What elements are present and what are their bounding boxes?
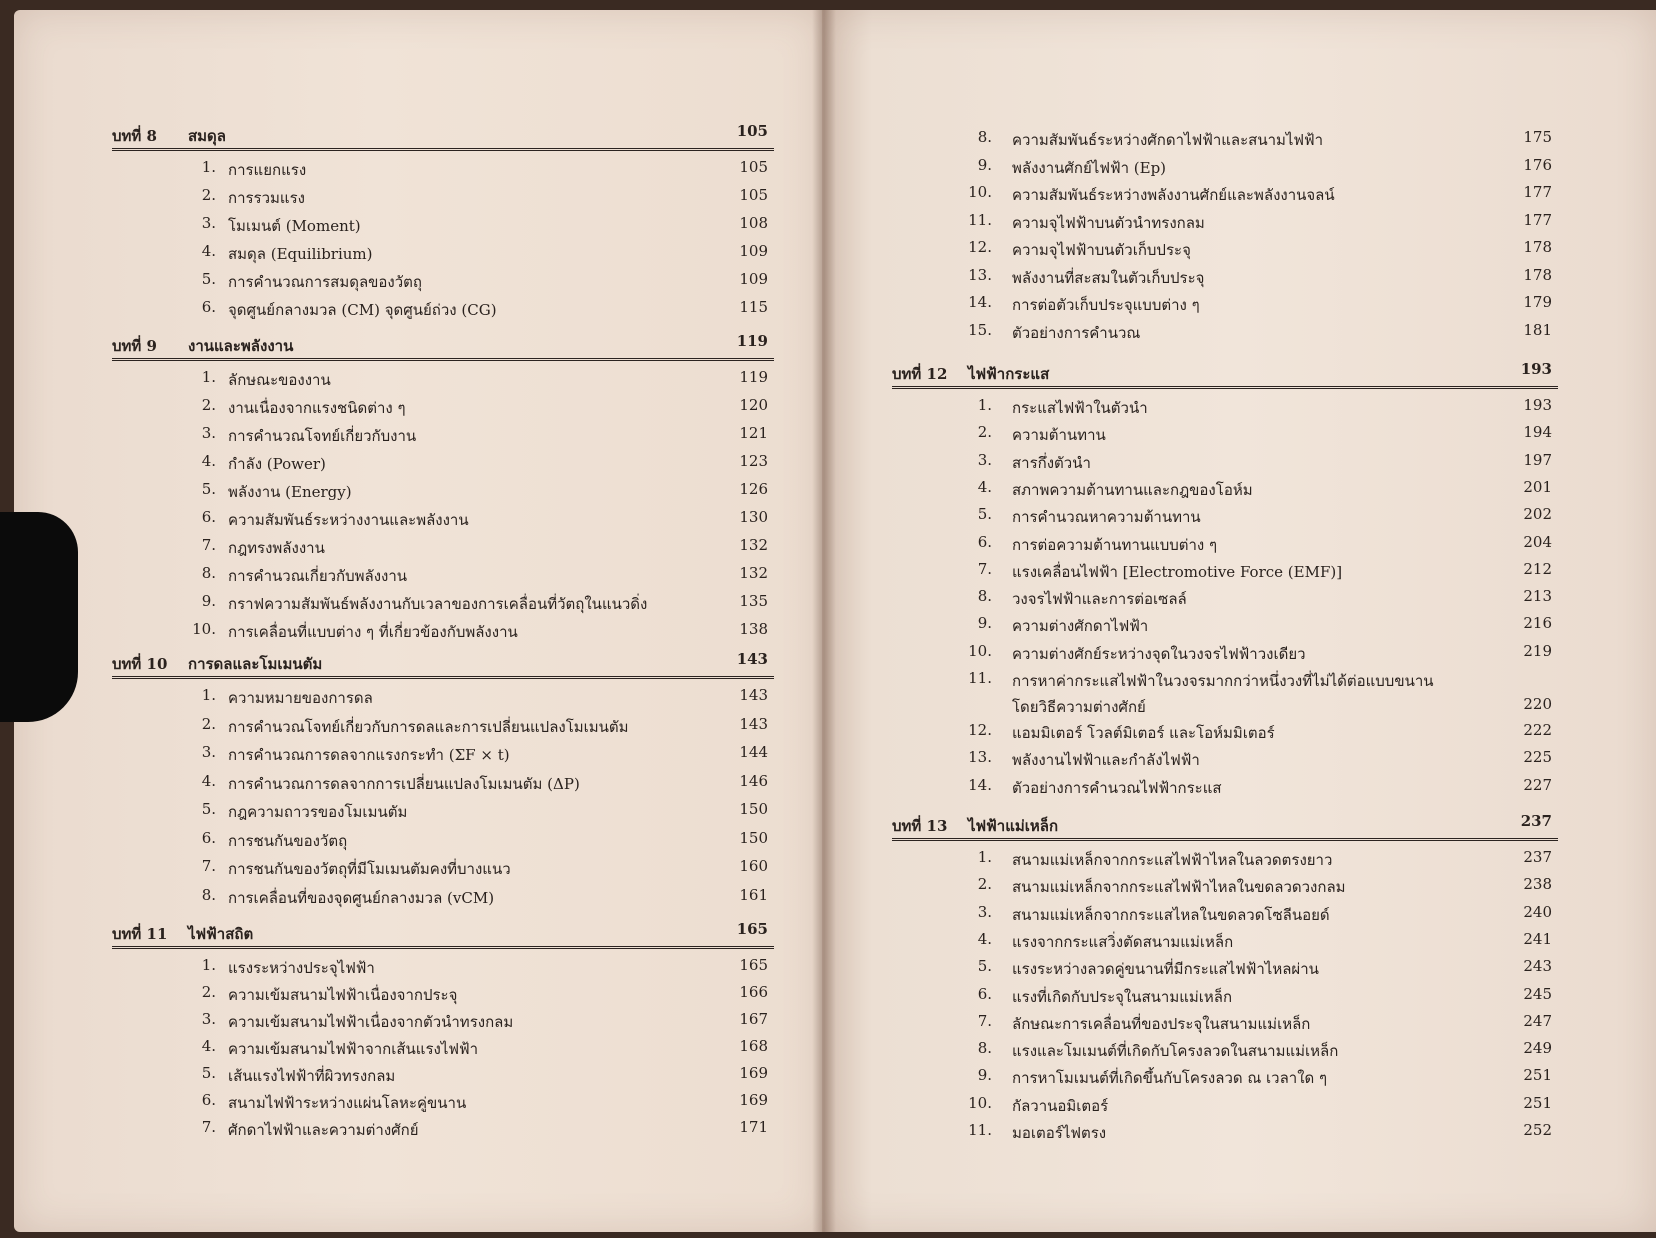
entry-number: 8.: [201, 564, 216, 582]
entry-page: 150: [739, 800, 768, 818]
entry-title: ความหมายของการดล: [228, 689, 373, 707]
entry-number: 10.: [968, 183, 992, 201]
entry-number: 5.: [977, 505, 992, 524]
entry-number: 5.: [201, 800, 216, 818]
toc-entry: [898, 1094, 1558, 1118]
entry-page: 144: [739, 743, 768, 761]
toc-entry: [898, 614, 1558, 638]
toc-entry: [898, 669, 1558, 693]
entry-title: การคำนวณการสมดุลของวัตถุ: [228, 273, 422, 291]
entry-number: 2.: [201, 186, 216, 204]
entry-title: ความสัมพันธ์ระหว่างงานและพลังงาน: [228, 511, 469, 529]
entry-page: 251: [1523, 1093, 1552, 1112]
entry-title: การแยกแรง: [228, 161, 307, 179]
entry-title: การหาโมเมนต์ที่เกิดขึ้นกับโครงลวด ณ เวลาใด ๆ: [1012, 1069, 1328, 1088]
toc-entry: [118, 743, 774, 767]
entry-page: 169: [739, 1091, 768, 1109]
entry-title: พลังงานที่สะสมในตัวเก็บประจุ: [1012, 268, 1205, 287]
entry-title: ความจุไฟฟ้าบนตัวนำทรงกลม: [1012, 213, 1205, 232]
entry-page: 178: [1523, 238, 1552, 256]
entry-title: ความจุไฟฟ้าบนตัวเก็บประจุ: [1012, 241, 1191, 259]
book-gutter: [812, 10, 836, 1232]
entry-title: ความต่างศักย์ระหว่างจุดในวงจรไฟฟ้าวงเดียว: [1012, 644, 1306, 663]
toc-entry: [118, 886, 774, 910]
entry-title: ความต้านทาน: [1012, 426, 1106, 445]
entry-title: สภาพความต้านทานและกฎของโอห์ม: [1012, 480, 1253, 499]
toc-entry: [118, 1064, 774, 1088]
toc-entry: [898, 238, 1558, 262]
entry-title: ความสัมพันธ์ระหว่างศักดาไฟฟ้าและสนามไฟฟ้า: [1012, 131, 1324, 149]
entry-page: 227: [1523, 775, 1552, 794]
entry-page: 166: [739, 983, 768, 1001]
toc-entry: [118, 214, 774, 238]
entry-number: 6.: [201, 298, 216, 316]
entry-number: 5.: [977, 957, 992, 976]
toc-entry: [898, 642, 1558, 666]
entry-title: งานเนื่องจากแรงชนิดต่าง ๆ: [228, 399, 406, 417]
entry-title: ความเข้มสนามไฟฟ้าจากเส้นแรงไฟฟ้า: [228, 1040, 479, 1058]
entry-page: 132: [739, 564, 768, 582]
chapter-title: ไฟฟ้าสถิต: [188, 925, 254, 943]
entry-number: 11.: [968, 210, 992, 229]
toc-entry: [898, 560, 1558, 584]
chapter-number: บทที่ 9: [112, 337, 157, 355]
entry-page: 132: [739, 536, 768, 554]
binder-clip: [0, 512, 78, 722]
toc-entry: [118, 1010, 774, 1034]
entry-number: 2.: [201, 396, 216, 414]
entry-page: 177: [1523, 183, 1552, 201]
entry-number: 2.: [977, 875, 992, 894]
entry-number: 3.: [201, 743, 216, 761]
entry-number: 9.: [201, 592, 216, 610]
entry-title: กราฟความสัมพันธ์พลังงานกับเวลาของการเคลื่อนที่วัตถุในแนวดิ่ง: [228, 595, 648, 613]
entry-title: การคำนวณการดลจากการเปลี่ยนแปลงโมเมนตัม (ΔP): [228, 774, 580, 793]
entry-title: พลังงานไฟฟ้าและกำลังไฟฟ้า: [1012, 751, 1200, 770]
entry-page: 146: [739, 771, 768, 790]
entry-number: 14.: [968, 293, 992, 311]
entry-page: 119: [739, 368, 768, 386]
entry-page: 175: [1523, 128, 1552, 146]
entry-title: การต่อความต้านทานแบบต่าง ๆ: [1012, 535, 1218, 554]
entry-number: 8.: [977, 1039, 992, 1058]
entry-page: 252: [1523, 1121, 1552, 1139]
entry-number: 2.: [201, 714, 216, 733]
entry-title: กัลวานอมิเตอร์: [1012, 1096, 1109, 1115]
toc-entry: [898, 848, 1558, 872]
entry-title: แรงระหว่างลวดคู่ขนานที่มีกระแสไฟฟ้าไหลผ่าน: [1012, 960, 1319, 979]
toc-entry: [118, 368, 774, 392]
entry-number: 3.: [977, 450, 992, 469]
entry-title: ตัวอย่างการคำนวณ: [1012, 323, 1141, 342]
entry-page: 150: [739, 828, 768, 847]
toc-entry: [898, 321, 1558, 345]
chapter-page: 193: [1520, 360, 1552, 378]
entry-title: กฎทรงพลังงาน: [228, 539, 325, 557]
chapter-title: ไฟฟ้ากระแส: [968, 365, 1050, 383]
toc-entry: [898, 293, 1558, 317]
toc-entry: [118, 242, 774, 266]
entry-number: 13.: [968, 265, 992, 284]
entry-title: สารกึ่งตัวนำ: [1012, 453, 1091, 472]
chapter-heading: [112, 918, 774, 949]
entry-number: 4.: [201, 1037, 216, 1055]
entry-title: โมเมนต์ (Moment): [228, 217, 361, 235]
entry-page: 240: [1523, 902, 1552, 921]
entry-page: 126: [739, 480, 768, 498]
chapter-page: 119: [736, 332, 768, 350]
toc-entry: [118, 1091, 774, 1115]
entry-number: 8.: [977, 587, 992, 606]
entry-number: 6.: [977, 984, 992, 1003]
entry-page: 109: [739, 270, 768, 288]
entry-page: 238: [1523, 875, 1552, 894]
entry-page: 219: [1523, 641, 1552, 660]
entry-number: 12.: [968, 721, 992, 739]
entry-title: การคำนวณโจทย์เกี่ยวกับงาน: [228, 427, 417, 445]
entry-title: แรงระหว่างประจุไฟฟ้า: [228, 959, 375, 977]
entry-page: 220: [1523, 695, 1552, 713]
entry-page: 176: [1523, 155, 1552, 174]
entry-number: 11.: [968, 1121, 992, 1139]
entry-title: การรวมแรง: [228, 189, 305, 207]
entry-number: 9.: [977, 1066, 992, 1085]
entry-title: เส้นแรงไฟฟ้าที่ผิวทรงกลม: [228, 1067, 396, 1085]
toc-entry: [898, 266, 1558, 290]
toc-entry: [118, 298, 774, 322]
entry-title: จุดศูนย์กลางมวล (CM) จุดศูนย์ถ่วง (CG): [228, 301, 497, 319]
toc-entry: [118, 800, 774, 824]
toc-entry: [118, 592, 774, 616]
entry-number: 6.: [201, 828, 216, 847]
entry-page: 123: [739, 452, 768, 470]
chapter-number: บทที่ 10: [112, 655, 168, 673]
chapter-heading: [112, 330, 774, 361]
entry-page: 105: [739, 186, 768, 204]
chapter-number: บทที่ 12: [892, 365, 948, 383]
toc-entry: [118, 620, 774, 644]
entry-number: 1.: [201, 368, 216, 386]
entry-number: 2.: [201, 983, 216, 1001]
entry-title: การคำนวณเกี่ยวกับพลังงาน: [228, 567, 408, 585]
entry-page: 120: [739, 396, 768, 414]
entry-page: 138: [739, 620, 768, 638]
entry-page: 105: [739, 158, 768, 176]
entry-number: 1.: [201, 158, 216, 176]
entry-number: 3.: [201, 214, 216, 232]
toc-entry: [118, 536, 774, 560]
toc-entry: [118, 829, 774, 853]
entry-page: 181: [1523, 320, 1552, 339]
entry-title: การต่อตัวเก็บประจุแบบต่าง ๆ: [1012, 296, 1200, 314]
toc-entry: [898, 776, 1558, 800]
entry-title: ลักษณะการเคลื่อนที่ของประจุในสนามแม่เหล็ก: [1012, 1014, 1311, 1033]
entry-title: กระแสไฟฟ้าในตัวนำ: [1012, 399, 1148, 417]
toc-entry: [118, 508, 774, 532]
entry-number: 6.: [977, 532, 992, 551]
entry-number: 8.: [201, 885, 216, 904]
chapter-title: งานและพลังงาน: [188, 337, 294, 355]
chapter-page: 105: [736, 122, 768, 140]
entry-page: 247: [1523, 1011, 1552, 1030]
entry-page: 121: [739, 424, 768, 442]
entry-number: 9.: [977, 614, 992, 633]
toc-entry: [118, 424, 774, 448]
entry-title: ความต่างศักดาไฟฟ้า: [1012, 617, 1149, 636]
entry-title: การหาค่ากระแสไฟฟ้าในวงจรมากกว่าหนึ่งวงที่ไม่ได้ต่อแบบขนาน: [1012, 672, 1434, 690]
entry-number: 3.: [977, 902, 992, 921]
toc-entry: [898, 985, 1558, 1009]
entry-number: 7.: [201, 536, 216, 554]
entry-title: มอเตอร์ไฟตรง: [1012, 1124, 1107, 1142]
entry-title: แรงและโมเมนต์ที่เกิดกับโครงลวดในสนามแม่เหล็ก: [1012, 1042, 1339, 1061]
entry-number: 6.: [201, 508, 216, 526]
entry-page: 171: [739, 1118, 768, 1136]
entry-title: การเคลื่อนที่แบบต่าง ๆ ที่เกี่ยวข้องกับพลังงาน: [228, 623, 518, 641]
entry-page: 135: [739, 592, 768, 610]
toc-entry: [898, 748, 1558, 772]
chapter-heading: [112, 648, 774, 679]
entry-number: 11.: [968, 669, 992, 687]
toc-entry: [118, 480, 774, 504]
toc-entry: [118, 158, 774, 182]
entry-number: 6.: [201, 1091, 216, 1109]
chapter-number: บทที่ 13: [892, 817, 948, 835]
toc-entry: [118, 270, 774, 294]
entry-number: 10.: [968, 1093, 992, 1112]
entry-title: สนามแม่เหล็กจากกระแสไหลในขดลวดโซลีนอยด์: [1012, 905, 1330, 924]
toc-entry: [898, 423, 1558, 447]
chapter-heading: [892, 810, 1558, 841]
entry-page: 241: [1523, 929, 1552, 948]
entry-page: 222: [1523, 721, 1552, 739]
entry-number: 3.: [201, 424, 216, 442]
entry-page: 202: [1523, 505, 1552, 524]
entry-page: 251: [1523, 1066, 1552, 1085]
chapter-title: ไฟฟ้าแม่เหล็ก: [968, 817, 1059, 835]
toc-entry: [118, 564, 774, 588]
toc-entry: [898, 1066, 1558, 1090]
chapter-number: บทที่ 11: [112, 925, 168, 943]
entry-title: ความเข้มสนามไฟฟ้าเนื่องจากประจุ: [228, 986, 458, 1004]
entry-number: 1.: [201, 686, 216, 704]
toc-entry: [898, 721, 1558, 745]
entry-page: 109: [739, 242, 768, 260]
toc-entry: [118, 186, 774, 210]
chapter-title: การดลและโมเมนตัม: [188, 655, 323, 673]
toc-entry: [118, 686, 774, 710]
toc-entry: [898, 183, 1558, 207]
toc-entry: [118, 983, 774, 1007]
entry-number: 1.: [977, 396, 992, 414]
entry-page: 212: [1523, 559, 1552, 578]
entry-page: 169: [739, 1064, 768, 1082]
chapter-heading: [112, 120, 774, 151]
entry-number: 7.: [201, 857, 216, 875]
entry-number: 13.: [968, 748, 992, 767]
toc-entry: [898, 396, 1558, 420]
toc-entry: [898, 128, 1558, 152]
entry-title: การคำนวณโจทย์เกี่ยวกับการดลและการเปลี่ยนแปลงโมเมนตัม: [228, 717, 629, 736]
entry-title: ศักดาไฟฟ้าและความต่างศักย์: [228, 1121, 419, 1139]
entry-title: วงจรไฟฟ้าและการต่อเซลล์: [1012, 590, 1187, 609]
toc-entry: [118, 715, 774, 739]
entry-page: 249: [1523, 1039, 1552, 1058]
entry-number: 9.: [977, 155, 992, 174]
toc-entry: [898, 211, 1558, 235]
toc-entry: [898, 505, 1558, 529]
entry-page: 225: [1523, 748, 1552, 767]
toc-entry: [118, 956, 774, 980]
entry-number: 8.: [977, 128, 992, 146]
entry-page: 143: [739, 686, 768, 704]
entry-page: 178: [1523, 265, 1552, 284]
entry-title: สนามแม่เหล็กจากกระแสไฟฟ้าไหลในขดลวดวงกลม: [1012, 878, 1346, 897]
entry-number: 4.: [201, 452, 216, 470]
entry-page: 237: [1523, 848, 1552, 866]
toc-entry: [898, 1121, 1558, 1145]
entry-page: 115: [739, 298, 768, 316]
entry-page: 108: [739, 214, 768, 232]
entry-title: การคำนวณการดลจากแรงกระทำ (ΣF × t): [228, 746, 510, 764]
entry-page: 201: [1523, 477, 1552, 496]
entry-title: สมดุล (Equilibrium): [228, 245, 373, 263]
entry-number: 4.: [201, 242, 216, 260]
entry-page: 204: [1523, 532, 1552, 551]
entry-number: 4.: [201, 771, 216, 790]
entry-page: 177: [1523, 210, 1552, 229]
entry-number: 4.: [977, 477, 992, 496]
entry-title: สนามแม่เหล็กจากกระแสไฟฟ้าไหลในลวดตรงยาว: [1012, 851, 1333, 869]
entry-page: 143: [739, 714, 768, 733]
entry-title: การเคลื่อนที่ของจุดศูนย์กลางมวล (vCM): [228, 888, 495, 907]
entry-page: 194: [1523, 423, 1552, 442]
entry-number: 3.: [201, 1010, 216, 1028]
entry-title: แรงจากกระแสวิ่งตัดสนามแม่เหล็ก: [1012, 932, 1234, 951]
entry-number: 12.: [968, 238, 992, 256]
chapter-heading: [892, 358, 1558, 389]
entry-number: 10.: [192, 620, 216, 638]
entry-title: ความเข้มสนามไฟฟ้าเนื่องจากตัวนำทรงกลม: [228, 1013, 514, 1031]
entry-number: 5.: [201, 1064, 216, 1082]
toc-entry: [118, 1118, 774, 1142]
entry-title: กำลัง (Power): [228, 455, 326, 473]
toc-entry: [898, 533, 1558, 557]
entry-title: แรงที่เกิดกับประจุในสนามแม่เหล็ก: [1012, 987, 1233, 1006]
toc-entry: [118, 772, 774, 796]
toc-entry: [118, 857, 774, 881]
entry-page: 161: [739, 885, 768, 904]
toc-entry-continuation: [898, 695, 1558, 719]
chapter-title: สมดุล: [188, 127, 226, 145]
entry-title: ลักษณะของงาน: [228, 371, 331, 389]
toc-entry: [898, 1039, 1558, 1063]
entry-number: 7.: [977, 1011, 992, 1030]
toc-entry: [118, 396, 774, 420]
entry-page: 216: [1523, 614, 1552, 633]
entry-page: 243: [1523, 957, 1552, 976]
chapter-number: บทที่ 8: [112, 127, 157, 145]
toc-entry: [898, 451, 1558, 475]
toc-entry: [898, 957, 1558, 981]
entry-page: 160: [739, 857, 768, 875]
entry-page: 245: [1523, 984, 1552, 1003]
chapter-page: 237: [1520, 812, 1552, 830]
entry-title: ความสัมพันธ์ระหว่างพลังงานศักย์และพลังงานจลน์: [1012, 186, 1335, 204]
toc-entry: [118, 1037, 774, 1061]
entry-number: 1.: [201, 956, 216, 974]
entry-number: 14.: [968, 775, 992, 794]
entry-page: 168: [739, 1037, 768, 1055]
entry-title: การชนกันของวัตถุ: [228, 831, 348, 850]
toc-entry: [898, 478, 1558, 502]
entry-number: 10.: [968, 641, 992, 660]
toc-entry: [898, 930, 1558, 954]
entry-page: 130: [739, 508, 768, 526]
toc-entry: [898, 587, 1558, 611]
entry-title: แรงเคลื่อนไฟฟ้า [Electromotive Force (EMF)]: [1012, 562, 1343, 581]
toc-entry: [898, 903, 1558, 927]
entry-page: 197: [1523, 450, 1552, 469]
toc-entry: [898, 156, 1558, 180]
entry-title: ตัวอย่างการคำนวณไฟฟ้ากระแส: [1012, 778, 1222, 797]
entry-title: กฎความถาวรของโมเมนตัม: [228, 803, 408, 821]
entry-page: 213: [1523, 587, 1552, 606]
entry-page: 165: [739, 956, 768, 974]
entry-number: 1.: [977, 848, 992, 866]
entry-number: 4.: [977, 929, 992, 948]
entry-title: การชนกันของวัตถุที่มีโมเมนตัมคงที่บางแนว: [228, 860, 511, 878]
toc-entry: [898, 875, 1558, 899]
entry-title: พลังงาน (Energy): [228, 483, 352, 501]
entry-title: สนามไฟฟ้าระหว่างแผ่นโลหะคู่ขนาน: [228, 1094, 467, 1112]
entry-number: 7.: [201, 1118, 216, 1136]
entry-title: การคำนวณหาความต้านทาน: [1012, 508, 1201, 527]
chapter-page: 165: [736, 920, 768, 938]
entry-page: 167: [739, 1010, 768, 1028]
entry-number: 2.: [977, 423, 992, 442]
entry-page: 193: [1523, 396, 1552, 414]
toc-entry: [118, 452, 774, 476]
entry-number: 5.: [201, 480, 216, 498]
toc-entry: [898, 1012, 1558, 1036]
entry-title: พลังงานศักย์ไฟฟ้า (Ep): [1012, 158, 1167, 177]
entry-number: 7.: [977, 559, 992, 578]
entry-page: 179: [1523, 293, 1552, 311]
entry-title: แอมมิเตอร์ โวลต์มิเตอร์ และโอห์มมิเตอร์: [1012, 724, 1275, 742]
entry-title-line2: โดยวิธีความต่างศักย์: [1012, 698, 1146, 716]
entry-number: 5.: [201, 270, 216, 288]
chapter-page: 143: [736, 650, 768, 668]
entry-number: 15.: [968, 320, 992, 339]
